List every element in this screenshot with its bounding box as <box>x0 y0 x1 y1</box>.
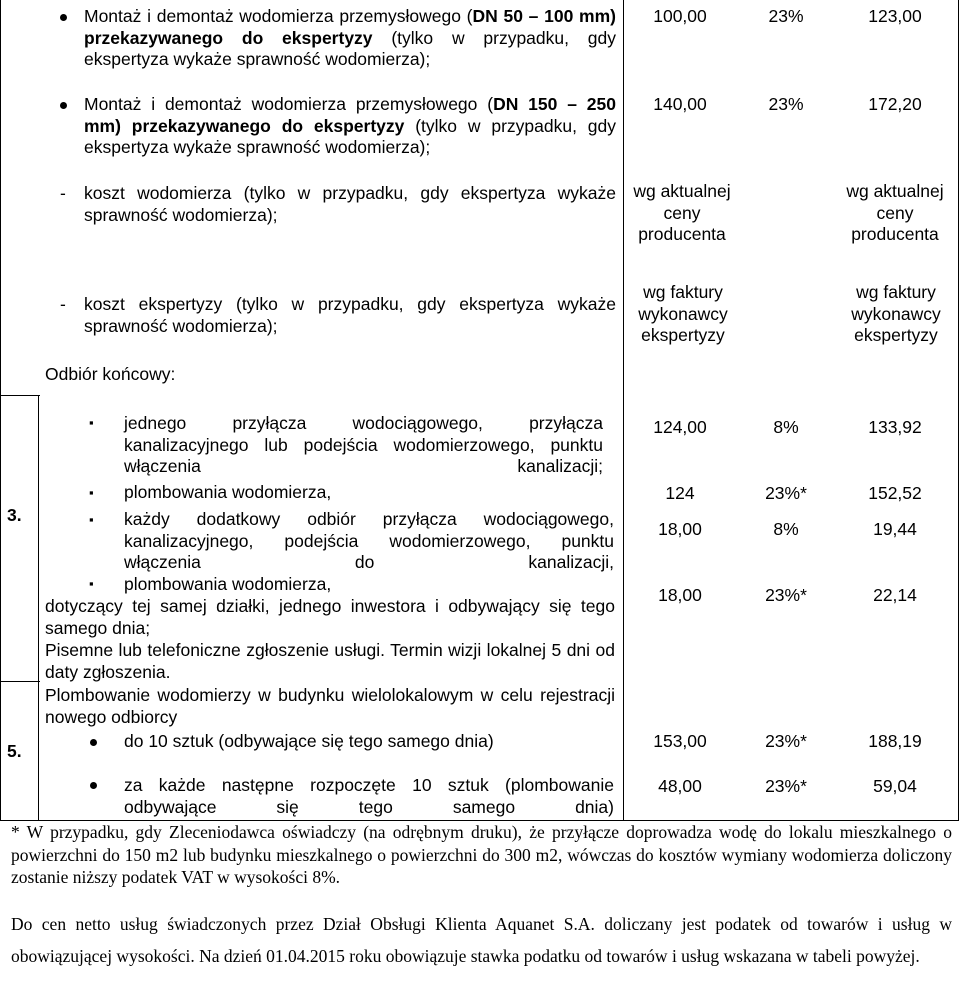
row-dn50-vat: 23% <box>768 6 804 26</box>
row-dn150-description: Montaż i demontaż wodomierza przemysłowego (DN 150 – 250 mm) przekazywanego do ekspertyzy (tylko w przypadku, gdy ekspertyza wykaże sprawność wodomierza); <box>84 94 616 157</box>
s5-price-1-vat: 23%* <box>765 731 807 751</box>
multi-unit-sealing-item-first10: do 10 sztuk (odbywające się tego samego dnia) <box>124 731 494 751</box>
s3-price-3-gross: 19,44 <box>873 519 917 539</box>
s3-price-2-gross: 152,52 <box>868 483 922 503</box>
s3-price-1-gross: 133,92 <box>868 417 922 437</box>
section-number: 5. <box>7 741 22 761</box>
square-bullet-icon: ▪ <box>89 415 94 430</box>
section-number: 3. <box>7 505 22 525</box>
row-expertise-cost-gross: wg faktury wykonawcy ekspertyzy <box>851 282 941 345</box>
bullet-icon <box>90 782 97 789</box>
additional-acceptance-item-sealing: plombowania wodomierza, <box>124 574 332 594</box>
row-meter-cost-description: koszt wodomierza (tylko w przypadku, gdy ekspertyza wykaże sprawność wodomierza); <box>84 183 616 225</box>
additional-acceptance-item-connection: każdy dodatkowy odbiór przyłącza wodociągowego, kanalizacyjnego, podejścia wodomierzowego, punktu włączenia do kanalizacji, <box>124 509 614 572</box>
row-expertise-cost-description: koszt ekspertyzy (tylko w przypadku, gdy ekspertyza wykaże sprawność wodomierza); <box>84 294 616 336</box>
row-dn50-gross: 123,00 <box>868 6 922 26</box>
s3-price-3-net: 18,00 <box>658 519 702 539</box>
s3-price-2-vat: 23%* <box>765 483 807 503</box>
table-divider-desc <box>623 0 624 820</box>
multi-unit-sealing-heading: Plombowanie wodomierzy w budynku wielolokalowym w celu rejestracji nowego odbiorcy <box>45 685 615 727</box>
s5-price-2-gross: 59,04 <box>873 776 917 796</box>
table-border-left <box>0 0 1 820</box>
s5-price-1-gross: 188,19 <box>868 731 922 751</box>
row-expertise-cost-net: wg faktury wykonawcy ekspertyzy <box>638 282 728 345</box>
square-bullet-icon: ▪ <box>89 576 94 591</box>
table-divider-number <box>38 395 39 820</box>
row-meter-cost-net: wg aktualnej ceny producenta <box>633 181 731 244</box>
closing-vat-note: Do cen netto usług świadczonych przez Dział Obsługi Klienta Aquanet S.A. doliczany jest podatek od towarów i usług w obowiązującej wysokości. Na dzień 01.04.2015 roku obowiązuje stawka podatku od towarów i usług wskazana w tabeli powyżej. <box>11 914 952 966</box>
s3-price-3-vat: 8% <box>773 519 799 539</box>
final-acceptance-heading: Odbiór końcowy: <box>45 364 176 384</box>
additional-acceptance-condition: dotyczący tej samej działki, jednego inwestora i odbywający się tego samego dnia; <box>45 596 615 638</box>
row-divider-section3 <box>0 395 40 396</box>
s5-price-1-net: 153,00 <box>653 731 707 751</box>
dash-marker: - <box>60 183 66 203</box>
ordering-note: Pisemne lub telefoniczne zgłoszenie usługi. Termin wizji lokalnej 5 dni od daty zgłoszenia. <box>45 640 615 682</box>
s3-price-2-net: 124 <box>665 483 695 503</box>
row-dn50-description: Montaż i demontaż wodomierza przemysłowego (DN 50 – 100 mm) przekazywanego do ekspertyzy (tylko w przypadku, gdy ekspertyza wykaże sprawność wodomierza); <box>84 6 616 69</box>
final-acceptance-item-connection: jednego przyłącza wodociągowego, przyłącza kanalizacyjnego lub podejścia wodomierzowego, punktu włączenia kanalizacji; <box>124 413 603 476</box>
row-dn150-net: 140,00 <box>653 94 707 114</box>
s3-price-4-vat: 23%* <box>765 585 807 605</box>
bullet-icon <box>60 14 67 21</box>
row-dn50-net: 100,00 <box>653 6 707 26</box>
row-dn150-vat: 23% <box>768 94 804 114</box>
multi-unit-sealing-item-next10: za każde następne rozpoczęte 10 sztuk (plombowanie odbywające się tego samego dnia) <box>124 775 614 817</box>
s3-price-4-net: 18,00 <box>658 585 702 605</box>
square-bullet-icon: ▪ <box>89 485 94 500</box>
square-bullet-icon: ▪ <box>89 512 94 527</box>
s3-price-4-gross: 22,14 <box>873 585 917 605</box>
s5-price-2-net: 48,00 <box>658 776 702 796</box>
s3-price-1-vat: 8% <box>773 417 799 437</box>
row-divider-section5 <box>0 681 40 682</box>
vat-footnote: * W przypadku, gdy Zleceniodawca oświadczy (na odrębnym druku), że przyłącze doprowadza wodę do lokalu mieszkalnego o powierzchni do 150 m2 lub budynku mieszkalnego o powierzchni do 300 m2, wówczas do kosztów wymiany wodomierza doliczony zostanie niższy podatek VAT w wysokości 8%. <box>11 822 952 887</box>
s5-price-2-vat: 23%* <box>765 776 807 796</box>
dash-marker: - <box>60 294 66 314</box>
bullet-icon <box>60 102 67 109</box>
s3-price-1-net: 124,00 <box>653 417 707 437</box>
row-meter-cost-gross: wg aktualnej ceny producenta <box>846 181 944 244</box>
bullet-icon <box>90 739 97 746</box>
row-dn150-gross: 172,20 <box>868 94 922 114</box>
table-border-right <box>958 0 959 820</box>
final-acceptance-item-sealing: plombowania wodomierza, <box>124 482 332 502</box>
